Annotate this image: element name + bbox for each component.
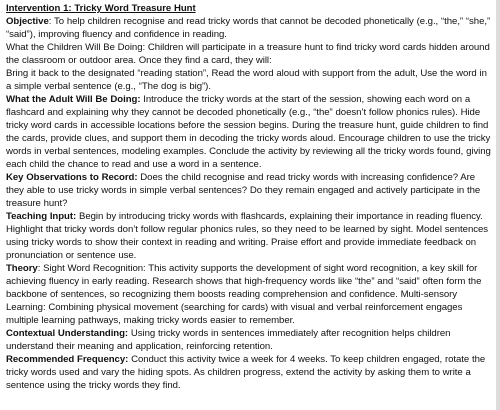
frequency-paragraph [6,353,494,392]
adult-doing-text: Introduce the tricky words at the start of the session, showing each word on a flashcard and explaining why they cannot be decoded phonetically (e.g., “the” doesn’t follow phonics rules). Hide tricky word cards in accessible locations before the session begins. During the treasure hunt, guide children to find the cards, provide clues, and support them in decoding the tricky words aloud. Encourage children to use the tricky words in verbal sentences, modeling examples. Conclude the activity by reviewing all the tricky words found, giving each child the chance to read and use a word in a sentence. [6,94,491,170]
frequency-label: Recommended Frequency: [6,354,129,365]
document-body [6,2,494,392]
contextual-paragraph [6,327,494,353]
theory-paragraph [6,262,494,327]
children-doing-label: What the Children Will Be Doing: [6,42,146,53]
theory-text: : Sight Word Recognition: This activity supports the development of sight word recognition, a key skill for achieving fluency in early reading. Research shows that high-frequency words like “the” and “said” often form the backbone of sentences, so recognizing them boosts reading comprehension and confidence. Multi-sensory Learning: Combining physical movement (searching for cards) with visual and verbal reinforcement engages multiple learning pathways, making tricky words easier to remember. [6,263,482,326]
objective-label: Objective [6,16,49,27]
children-doing-steps: Bring it back to the designated “reading station”, Read the word aloud with support from the adult, Use the word in a simple verbal sentence (e.g., “The dog is big”). [6,68,487,92]
document-title: Intervention 1: Tricky Word Treasure Hunt [6,3,196,14]
observations-paragraph [6,171,494,210]
theory-label: Theory [6,263,38,274]
objective-text: : To help children recognise and read tricky words that cannot be decoded phonetically (e.g., “the,” “she,” “said”), improving fluency and confidence in reading. [6,16,491,40]
observations-text: Does the child recognise and read tricky words with increasing confidence? Are they able to use tricky words in simple verbal sentences? Do they remain engaged and actively participate in the treasure hunt? [6,172,481,209]
adult-doing-paragraph [6,93,494,171]
contextual-text: Using tricky words in sentences immediately after recognition helps children understand their meaning and application, reinforcing retention. [6,328,451,352]
objective-paragraph [6,15,494,41]
teaching-input-paragraph [6,210,494,262]
teaching-input-label: Teaching Input: [6,211,77,222]
frequency-text: Conduct this activity twice a week for 4 weeks. To keep children engaged, rotate the tricky words used and vary the hiding spots. As children progress, extend the activity by asking them to write a sentence using the tricky words they find. [6,354,486,391]
contextual-label: Contextual Understanding: [6,328,129,339]
children-doing-text: Children will participate in a treasure hunt to find tricky word cards hidden around the classroom or outdoor area. Once they find a card, they will: [6,42,490,66]
children-doing-paragraph [6,41,494,67]
observations-label: Key Observations to Record: [6,172,138,183]
page-right-edge [496,0,500,410]
adult-doing-label: What the Adult Will Be Doing: [6,94,141,105]
teaching-input-text: Begin by introducing tricky words with flashcards, explaining their importance in reading fluency. Highlight that tricky words don’t follow regular phonics rules, so they need to be learned by sight. Model sentences using tricky words to show their context in reading and writing. Praise effort and provide immediate feedback on pronunciation or sentence use. [6,211,489,261]
